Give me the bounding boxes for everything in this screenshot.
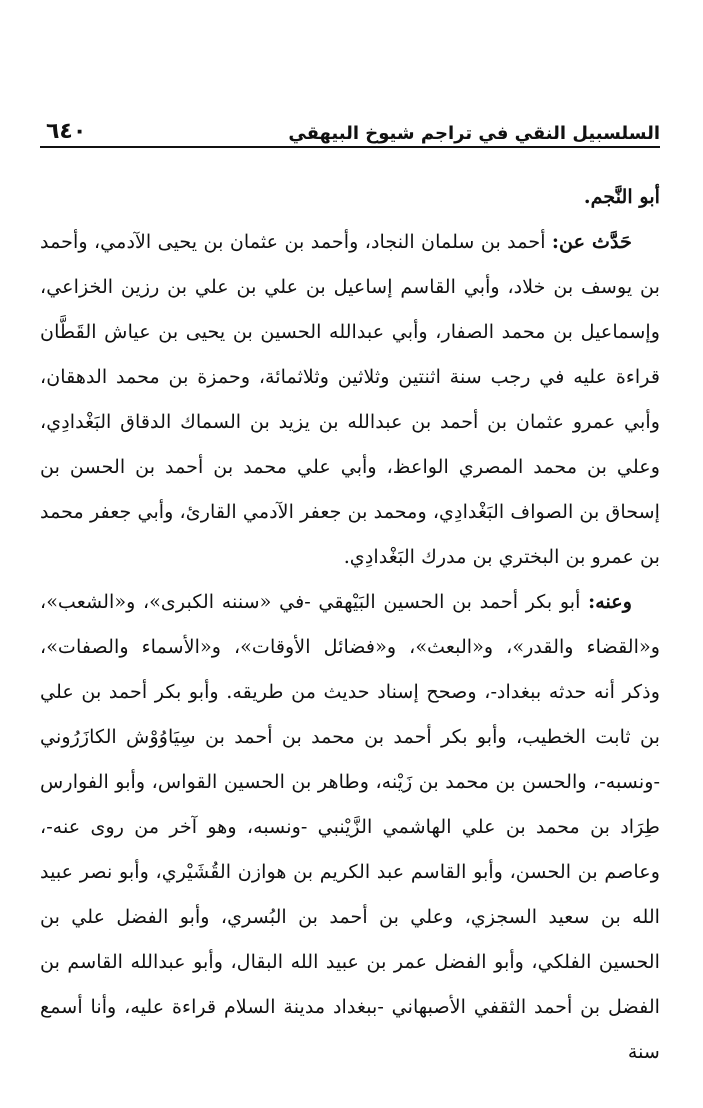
book-page [40,110,660,1074]
narrated-from-text: أحمد بن سلمان النجاد، وأحمد بن عثمان بن يحيى الآدمي، وأحمد بن يوسف بن خلاد، وأبي القاسم إساعيل بن علي بن علي بن رزين الخزاعي، وإسماعيل بن محمد الصفار، وأبي عبدالله الحسين بن يحيى بن عياش القَطَّان قراءة عليه في رجب سنة اثنتين وثلاثين وثلاثمائة، وحمزة بن محمد الدهقان، وأبي عمرو عثمان بن أحمد بن عبدالله بن يزيد بن السماك الدقاق البَغْدادِي، وعلي بن محمد المصري الواعظ، وأبي علي محمد بن أحمد بن الحسن بن إسحاق بن الصواف البَغْدادِي، ومحمد بن جعفر الآدمي القارئ، وأبي جعفر محمد بن عمرو بن البختري بن مدرك البَغْدادِي. [40,230,660,568]
narrated-from-paragraph [40,219,660,579]
narrators-text: أبو بكر أحمد بن الحسين البَيْهقي -في «سننه الكبرى»، و«الشعب»، و«القضاء والقدر»، و«البعث»، و«فضائل الأوقات»، و«الأسماء والصفات»، وذكر أنه حدثه ببغداد-، وصحح إسناد حديث من طريقه. وأبو بكر أحمد بن علي بن ثابت الخطيب، وأبو بكر أحمد بن محمد بن أحمد بن سِيَاوُوْش الكازَرُوني -ونسبه-، والحسن بن محمد بن زَيْنه، وطاهر بن الحسين القواس، وأبو الفوارس طِرَاد بن محمد بن علي الهاشمي الزَّيْنبي -ونسبه، وهو آخر من روى عنه-، وعاصم بن الحسن، وأبو القاسم عبد الكريم بن هوازن القُشَيْري، وأبو نصر عبيد الله بن سعيد السجزي، وعلي بن أحمد بن البُسري، وأبو الفضل علي بن الحسين الفلكي، وأبو الفضل عمر بن عبيد الله البقال، وأبو عبدالله القاسم بن الفضل بن أحمد الثقفي الأصبهاني -ببغداد مدينة السلام قراءة عليه، وأنا أسمع سنة [40,590,660,1063]
opening-text: أبو النَّجم. [583,185,660,208]
narrators-heading: وعنه: [588,590,632,613]
book-title: السلسبيل النقي في تراجم شيوخ البيهقي [288,123,660,144]
running-header [40,110,660,148]
page-body [40,174,660,1074]
opening-line [40,174,660,219]
narrated-from-heading: حَدَّث عن: [551,230,632,253]
page-number: ٦٤٠ [46,119,87,144]
narrators-paragraph [40,579,660,1074]
